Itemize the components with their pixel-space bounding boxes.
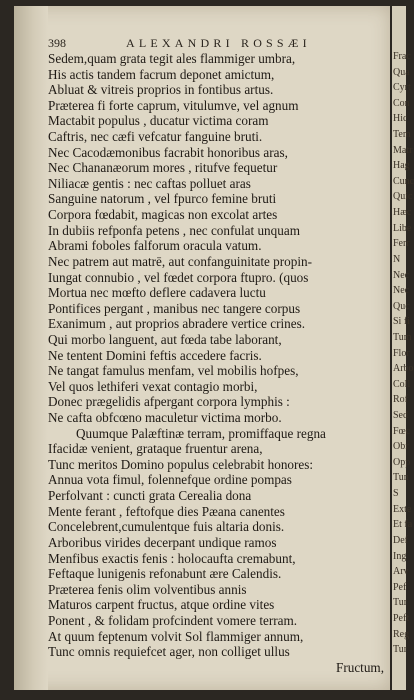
facing-fragment: S	[393, 488, 399, 500]
catchword: Fructum,	[336, 659, 384, 675]
book-page	[14, 6, 390, 690]
facing-fragment: Coll	[393, 378, 411, 390]
facing-fragment: Libe	[393, 222, 412, 234]
facing-fragment: Hic	[393, 113, 408, 125]
verse-line: At quum feptenum volvit Sol flammiger annum,	[48, 628, 304, 644]
facing-fragment: Tem	[393, 129, 411, 141]
verse-line: Nec Cacodæmonibus facrabit honoribus aras,	[48, 144, 288, 160]
facing-fragment: Hæc	[393, 207, 412, 219]
facing-page-edge	[392, 6, 414, 690]
verse-line: Maturos carpent fructus, atque ordine vites	[48, 597, 275, 613]
facing-fragment: Rof	[393, 394, 408, 406]
verse-line: Qui morbo languent, aut fœda tabe laborant,	[48, 331, 282, 347]
verse-line: Pontifices pergant , manibus nec tangere corpus	[48, 300, 301, 316]
facing-fragment: Reg	[393, 628, 410, 640]
verse-line: Niliacæ gentis : nec caftas polluet aras	[48, 175, 251, 191]
facing-fragment: Tum	[393, 331, 412, 343]
verse-line: Mente ferant , feftofque dies Pæana canentes	[48, 503, 285, 519]
facing-fragment: Qua	[393, 66, 410, 78]
facing-fragment: Arv	[393, 566, 409, 578]
verse-line: Sedem,quam grata tegit ales flammiger umbra,	[48, 51, 296, 66]
verse-line: Corpora fœdabit, magicas non excolat artes	[48, 207, 278, 223]
verse-line: Ifacidæ venient, grataque fruentur arena,	[48, 441, 263, 457]
facing-fragment: Arbo	[393, 363, 414, 375]
facing-fragment: Fœc	[393, 425, 411, 437]
verse-text	[48, 51, 390, 675]
verse-line: Tunc meritos Domino populus celebrabit honores:	[48, 456, 314, 472]
facing-fragment: Matr	[393, 144, 413, 156]
verse-line: Præterea fi forte caprum, vitulumve, vel agnum	[48, 97, 299, 113]
verse-line: Ponent , & folidam profcindent vomere terram.	[48, 612, 298, 628]
facing-fragment: Def	[393, 534, 408, 546]
verse-line: In dubiis refponfa petens , nec confulat unquam	[48, 222, 300, 238]
facing-fragment: Hag	[393, 160, 410, 172]
verse-line: Menfibus exactis fenis : holocaufta cremabunt,	[48, 550, 296, 566]
facing-fragment: Exte	[393, 503, 412, 515]
verse-line: Donec prægelidis afpergant corpora lymphis :	[48, 394, 290, 410]
facing-fragment: Ferr	[393, 238, 410, 250]
verse-line-paragraph-start: Quumque Palæftinæ terram, promiffaque regna	[76, 425, 326, 441]
verse-line: Exanimum , aut proprios abradere vertice crines.	[48, 316, 306, 332]
facing-fragment: Sed	[393, 410, 408, 422]
facing-fragment: Quc	[393, 300, 410, 312]
facing-fragment: Quic	[393, 191, 413, 203]
facing-fragment: Con	[393, 97, 410, 109]
verse-line: Ne tangat famulus menfam, vel mobilis hofpes,	[48, 363, 299, 379]
verse-line: Nec patrem aut matrē, aut confanguinitate propin-	[48, 253, 313, 269]
verse-line: Iungat connubio , vel fœdet corpora ftupro. (quos	[48, 269, 309, 285]
page-gutter	[14, 6, 48, 690]
facing-fragment: Et fa	[393, 519, 413, 531]
facing-fragment: Ing	[393, 550, 407, 562]
facing-fragment: Cunc	[393, 175, 414, 187]
verse-line: Feftaque lunigenis refonabunt ære Calendis.	[48, 566, 282, 582]
verse-line: Abluat & vitreis proprios in fontibus artus.	[48, 82, 274, 98]
facing-fragment: Frac	[393, 51, 411, 62]
verse-line: Nec Chananæorum mores , ritufve fequetur	[48, 160, 278, 176]
facing-fragment: Flor	[393, 347, 410, 359]
verse-line: Abrami foboles falforum oracula vatum.	[48, 238, 262, 254]
verse-line: Sanguine natorum , vel fpurco femine bruti	[48, 191, 277, 207]
verse-line: Annua vota fimul, folennefque ordine pompas	[48, 472, 292, 488]
verse-line: Tunc omnis requiefcet ager, non colliget ullus	[48, 644, 290, 660]
facing-fragment: Nec	[393, 285, 410, 297]
facing-fragment: Obr	[393, 441, 409, 453]
facing-fragment: Nec	[393, 269, 410, 281]
verse-line: Præterea fenis olim volventibus annis	[48, 581, 247, 597]
facing-fragment: N	[393, 253, 401, 265]
verse-line: Perfolvant : cuncti grata Cerealia dona	[48, 488, 252, 504]
facing-fragment: Pef	[393, 581, 407, 593]
facing-fragment: Tun	[393, 472, 409, 484]
verse-line: Concelebrent,cumulentque fuis altaria donis.	[48, 519, 285, 535]
facing-fragment: Opp	[393, 456, 411, 468]
verse-line: Arboribus virides decerpant undique ramos	[48, 534, 277, 550]
running-title: ALEXANDRI ROSSÆI	[126, 36, 311, 50]
verse-line: Mactabit populus , ducatur victima coram	[48, 113, 269, 129]
verse-line: His actis tandem facrum deponet amictum,	[48, 66, 275, 82]
facing-fragment: Cyrt	[393, 82, 411, 94]
facing-fragment: Peft	[393, 612, 410, 624]
verse-line: Caftris, nec cæfi vefcatur fanguine bruti.	[48, 129, 263, 145]
verse-line: Vel quos lethiferi vexat contagio morbi,	[48, 378, 258, 394]
verse-line: Ne tentent Domini feftis accedere facris.	[48, 347, 262, 363]
facing-fragment: Si fi	[393, 316, 410, 328]
facing-fragment: Tur	[393, 644, 408, 656]
facing-fragment: Tur	[393, 597, 408, 609]
page-number: 398	[48, 36, 66, 50]
verse-line: Ne cafta obfcœno maculetur victima morbo.	[48, 410, 282, 426]
verse-line: Mortua nec mœfto deflere cadavera luctu	[48, 285, 266, 301]
